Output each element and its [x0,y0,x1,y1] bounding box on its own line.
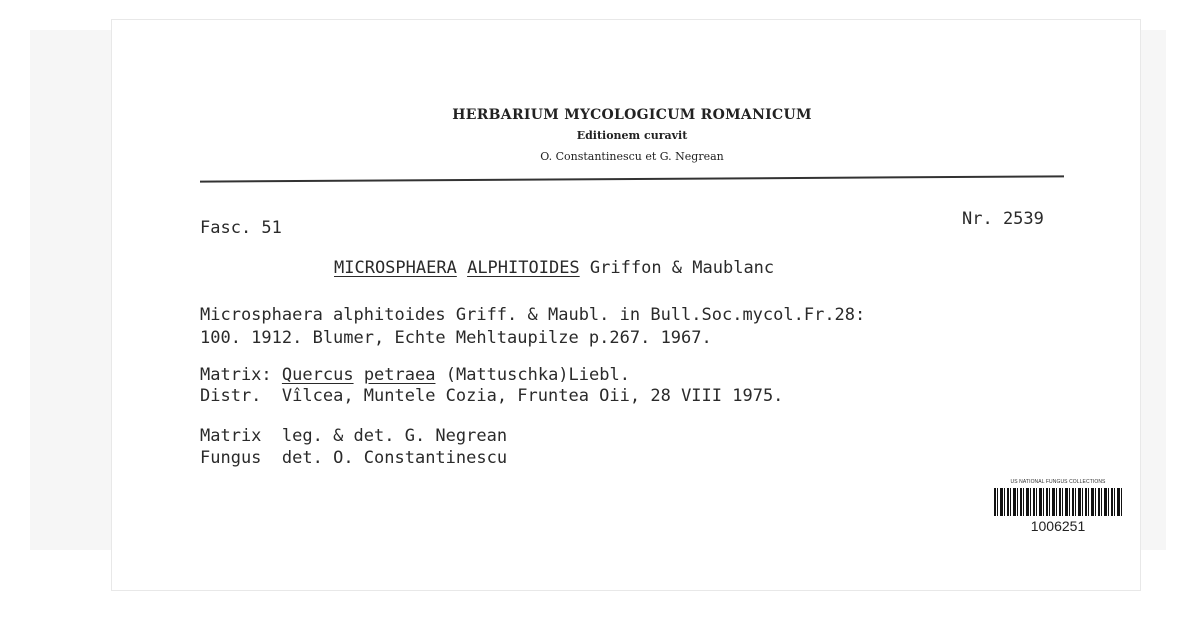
species-epithet: ALPHITOIDES [467,258,580,278]
species-name [334,258,774,278]
barcode-icon [994,488,1122,516]
distribution-text: Vîlcea, Muntele Cozia, Fruntea Oii, 28 VIII 1975. [281,386,784,406]
herbarium-editors: O. Constantinescu et G. Negrean [540,150,724,163]
matrix-label: Matrix: [200,365,272,385]
specimen-number: Nr. 2539 [962,209,1044,229]
herbarium-title: HERBARIUM MYCOLOGICUM ROMANICUM [452,107,812,123]
fungus-collector-line [200,448,507,468]
matrix-epithet: petraea [363,365,436,385]
species-author: Griffon & Maublanc [589,258,775,278]
distribution-label: Distr. [200,386,262,406]
herbarium-subtitle: Editionem curavit [576,129,688,142]
barcode-number: 1006251 [1030,518,1086,534]
fungus-collector-text: det. O. Constantinescu [281,448,508,468]
matrix-collector-line [200,426,507,446]
distribution-line [200,386,783,406]
label-header [200,104,1064,168]
reference-line-2: 100. 1912. Blumer, Echte Mehltaupilze p.267. 1967. [200,328,712,348]
barcode-label [986,478,1130,540]
matrix-line [200,365,630,385]
fungus-collector-label: Fungus [200,448,262,468]
matrix-collector-label: Matrix [200,426,262,446]
matrix-author: (Mattuschka)Liebl. [445,365,630,385]
matrix-genus: Quercus [281,365,354,385]
fascicle-number: Fasc. 51 [200,218,282,238]
barcode-caption: US NATIONAL FUNGUS COLLECTIONS [1010,479,1106,485]
species-genus: MICROSPHAERA [334,258,457,278]
reference-line-1: Microsphaera alphitoides Griff. & Maubl. in Bull.Soc.mycol.Fr.28: [200,305,866,325]
matrix-collector-text: leg. & det. G. Negrean [281,426,508,446]
